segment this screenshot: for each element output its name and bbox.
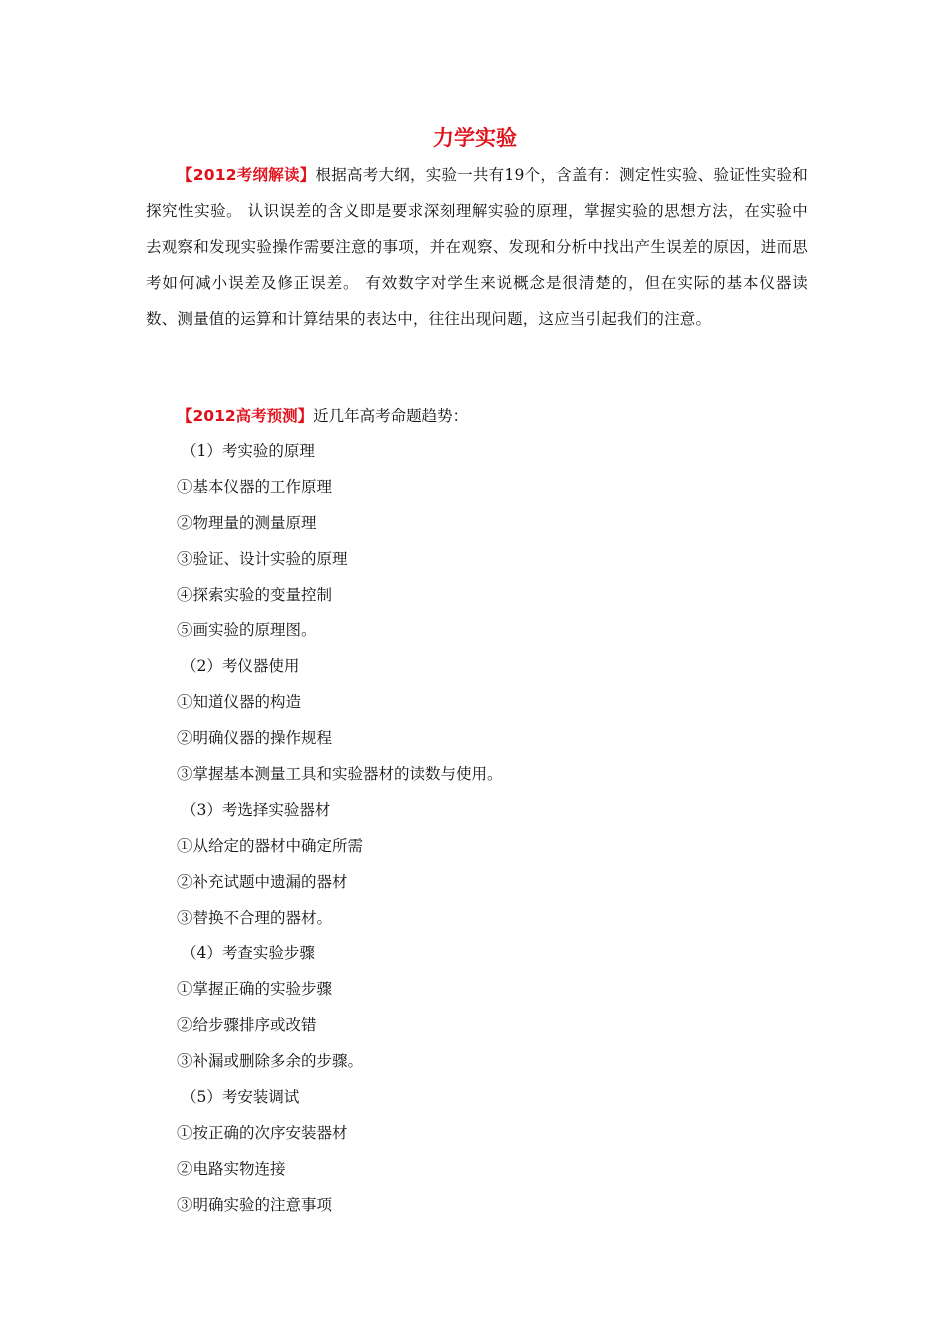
list-item: ①基本仪器的工作原理 — [177, 477, 333, 496]
trend-list — [177, 436, 503, 1226]
list-item: ③补漏或删除多余的步骤。 — [177, 1052, 364, 1071]
list-item: （2）考仪器使用 — [181, 657, 300, 676]
intro-tag: 【2012考纲解读】 — [177, 166, 316, 184]
list-item: ②物理量的测量原理 — [177, 513, 317, 532]
list-item: （3）考选择实验器材 — [181, 800, 331, 819]
list-item: （5）考安装调试 — [181, 1088, 300, 1107]
predict-tag: 【2012高考预测】 — [177, 407, 314, 425]
list-item: （1）考实验的原理 — [181, 442, 315, 460]
list-item: ①按正确的次序安装器材 — [177, 1123, 348, 1142]
list-item: ②补充试题中遗漏的器材 — [177, 872, 348, 891]
predict-text: 近几年高考命题趋势： — [313, 407, 469, 425]
list-item: ①从给定的器材中确定所需 — [177, 836, 364, 855]
intro-paragraph — [146, 157, 808, 337]
list-item: ①掌握正确的实验步骤 — [177, 980, 333, 999]
list-item: ③替换不合理的器材。 — [177, 908, 333, 927]
list-item: ⑤画实验的原理图。 — [177, 621, 317, 640]
list-item: ②电路实物连接 — [177, 1159, 286, 1178]
list-item: ③验证、设计实验的原理 — [177, 549, 348, 568]
list-item: ④探索实验的变量控制 — [177, 585, 333, 604]
list-item: ③掌握基本测量工具和实验器材的读数与使用。 — [177, 765, 503, 784]
list-item: ③明确实验的注意事项 — [177, 1195, 333, 1214]
list-item: （4）考查实验步骤 — [181, 944, 315, 963]
list-item: ②给步骤排序或改错 — [177, 1016, 317, 1035]
page-title: 力学实验 — [433, 126, 517, 150]
list-item: ②明确仪器的操作规程 — [177, 729, 333, 748]
list-item: ①知道仪器的构造 — [177, 693, 302, 712]
predict-paragraph — [177, 401, 468, 431]
intro-text: 根据高考大纲，实验一共有19个，含盖有：测定性实验、验证性实验和探究性实验。 认识误差的含义即是要求深刻理解实验的原理，掌握实验的思想方法，在实验中去观察和发现实验操作需要注意的事项，并在观察、发现和分析中找出产生误差的原因，进而思考如何减小误差及修正误差。 有效数字对学生来说概念是很清楚的，但在实际的基本仪器读数、测量值的运算和计算结果的表达中，往往出现问题，这应当引起我们的注意。 — [146, 166, 808, 328]
